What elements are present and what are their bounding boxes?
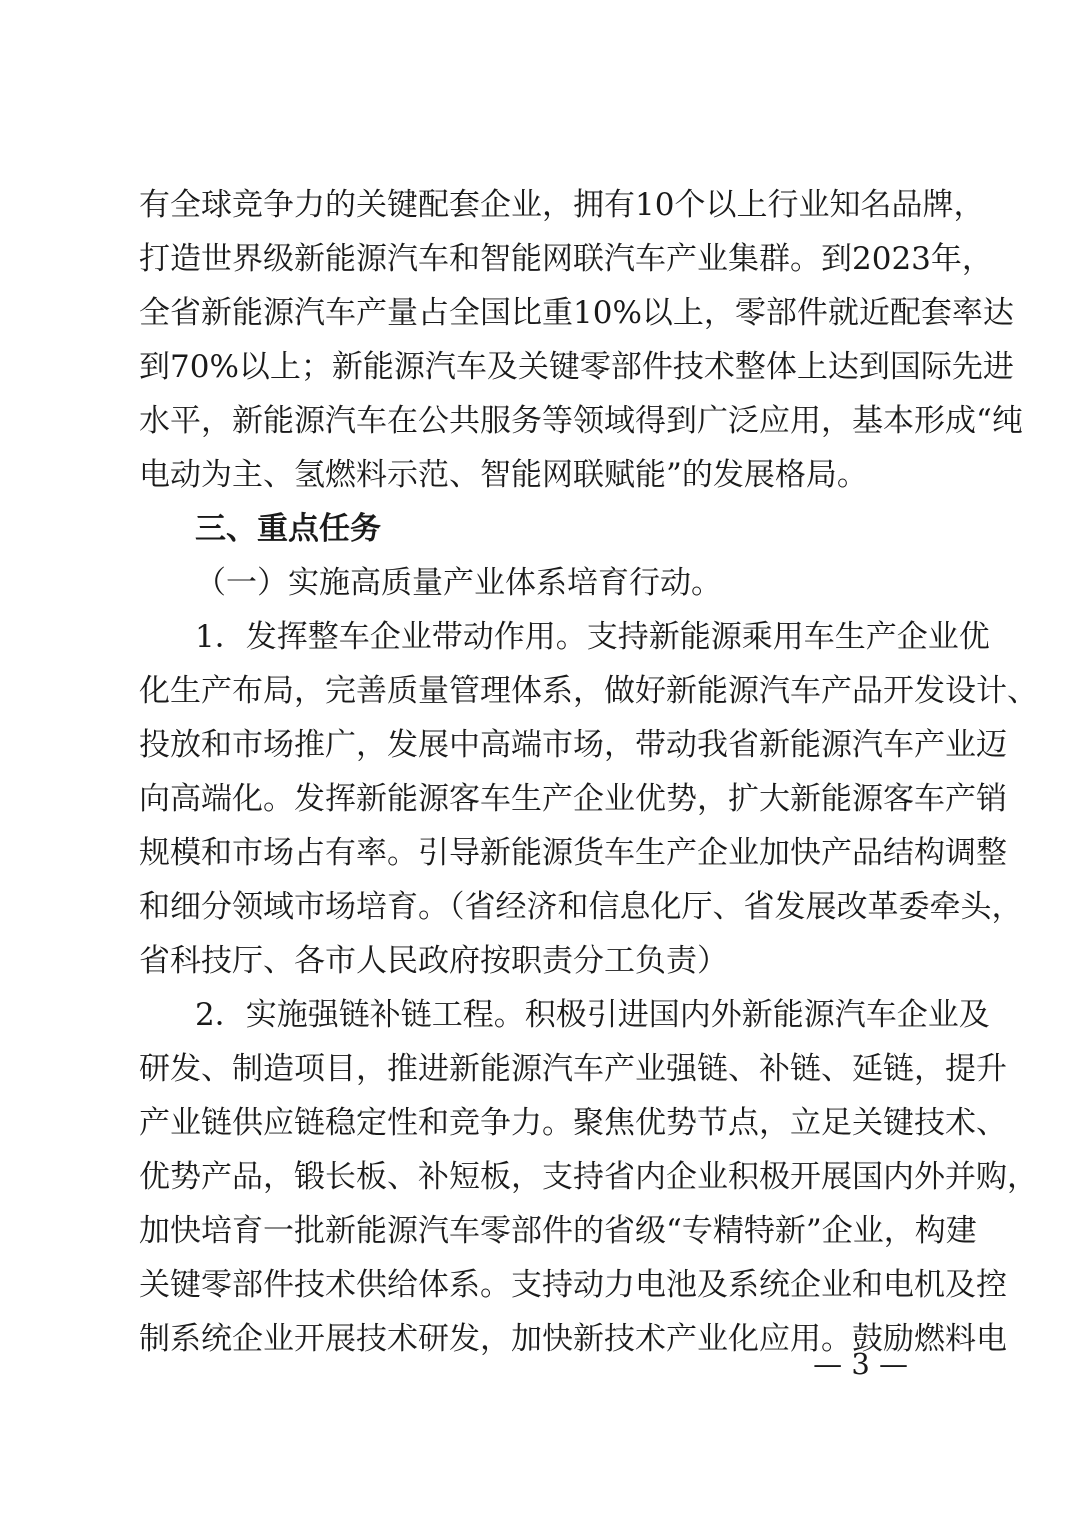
body-line: 优势产品，锻长板、补短板，支持省内企业积极开展国内外并购，	[139, 1159, 1038, 1195]
body-line: 到70%以上；新能源汽车及关键零部件技术整体上达到国际先进	[139, 349, 1014, 385]
body-line: 全省新能源汽车产量占全国比重10%以上，零部件就近配套率达	[139, 295, 1014, 331]
body-line: 关键零部件技术供给体系。支持动力电池及系统企业和电机及控	[139, 1267, 1007, 1303]
body-line: 研发、制造项目，推进新能源汽车产业强链、补链、延链，提升	[139, 1051, 1007, 1087]
body-line: 制系统企业开展技术研发，加快新技术产业化应用。鼓励燃料电	[139, 1321, 1007, 1357]
body-line: 打造世界级新能源汽车和智能网联汽车产业集群。到2023年，	[139, 241, 993, 277]
body-line: 化生产布局，完善质量管理体系，做好新能源汽车产品开发设计、	[139, 673, 1038, 709]
body-line: 投放和市场推广，发展中高端市场，带动我省新能源汽车产业迈	[139, 727, 1007, 763]
section-heading: 三、重点任务	[195, 511, 381, 547]
body-line: 向高端化。发挥新能源客车生产企业优势，扩大新能源客车产销	[139, 781, 1007, 817]
item-line: 1．发挥整车企业带动作用。支持新能源乘用车生产企业优	[195, 619, 990, 655]
body-line: 产业链供应链稳定性和竞争力。聚焦优势节点，立足关键技术、	[139, 1105, 1007, 1141]
document-body	[139, 178, 1038, 1366]
body-line: 规模和市场占有率。引导新能源货车生产企业加快产品结构调整	[139, 835, 1007, 871]
body-line: 和细分领域市场培育。（省经济和信息化厅、省发展改革委牵头，	[139, 889, 1023, 925]
body-line: 水平，新能源汽车在公共服务等领域得到广泛应用，基本形成“纯	[139, 403, 1023, 439]
body-line: 省科技厅、各市人民政府按职责分工负责）	[139, 943, 728, 979]
body-line: 电动为主、氢燃料示范、智能网联赋能”的发展格局。	[139, 457, 868, 493]
subsection-heading: （一）实施高质量产业体系培育行动。	[195, 565, 722, 601]
body-line: 加快培育一批新能源汽车零部件的省级“专精特新”企业，构建	[139, 1213, 977, 1249]
page-number-container	[0, 1344, 1080, 1384]
body-line: 有全球竞争力的关键配套企业，拥有10个以上行业知名品牌，	[139, 187, 985, 223]
page-number: — 3 —	[813, 1347, 908, 1381]
item-line: 2．实施强链补链工程。积极引进国内外新能源汽车企业及	[195, 997, 990, 1033]
